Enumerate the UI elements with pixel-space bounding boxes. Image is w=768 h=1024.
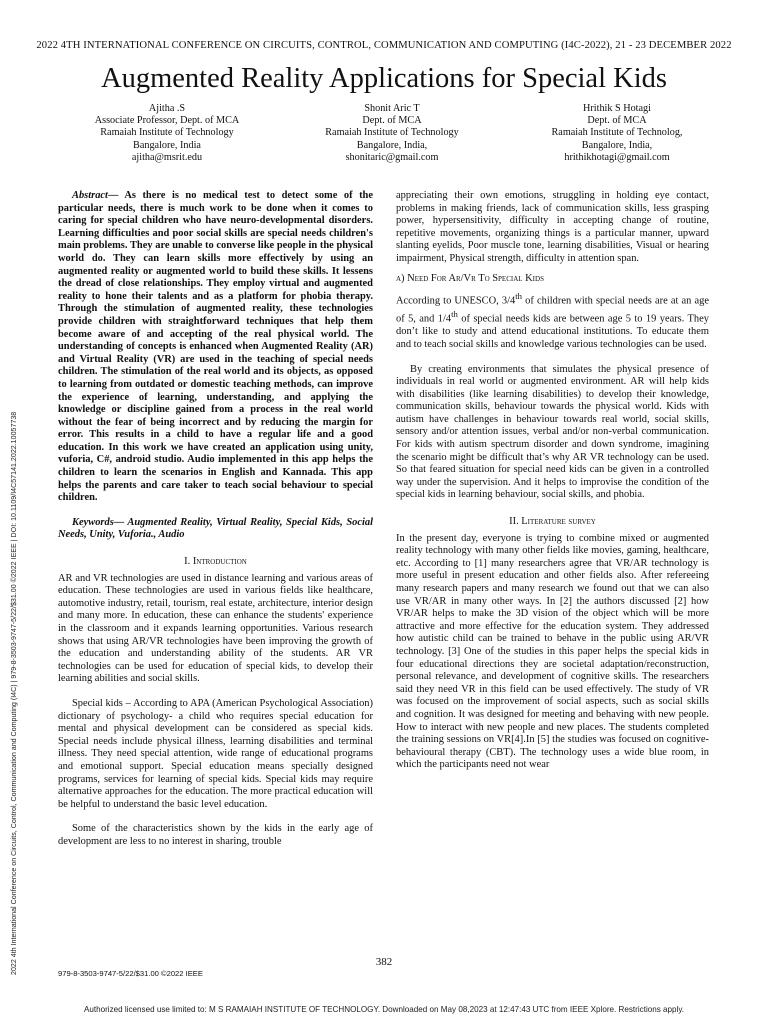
author-email: ajitha@msrit.edu bbox=[131, 151, 203, 163]
paper-title: Augmented Reality Applications for Special Kids bbox=[101, 63, 667, 94]
copyright-line: 979-8-3503-9747-5/22/$31.00 ©2022 IEEE bbox=[58, 969, 203, 978]
author-institution: Ramaiah Institute of Technology bbox=[100, 127, 234, 139]
literature-paragraph: In the present day, everyone is trying to combine mixed or augmented reality technology with many other fields like movies, gaming, healthcare, etc. According to [1] many researchers agree that VR/AR technology is more useful in present education and other fields also. After refereeing many research papers and many research we found out that we can also use VR/AR in many other ways. In [2] the authors discussed [2] how VR/AR helps to make the 3D vision of the object which will be more attractive and more effective for the education system. They addressed how autistic child can be trained to behave in the public using AR/VR technology. [3] One of the studies in this paper helps the special kids in four educational directions they are societal adaptation/reconstruction, personal relevance, and development of cognitive skills. The researchers said they need VR in this field can be used effectively. The study of VR was focused on the improvement of social aspects, such as social skills and cognition. It was designed for meeting and behaving with new people. How to interact with new people and new places. The students completed the training sessions on VR[4].In [5] the studies was focused on cognitive-behavioural therapy (CBT). The technology uses a wide blue room, in which the participants need not wear bbox=[396, 532, 709, 771]
author-role: Associate Professor, Dept. of MCA bbox=[94, 115, 240, 127]
environment-paragraph: By creating environments that simulates the physical presence of individuals in real world or augmented environment. AR will help kids with disabilities (like learning disabilities) to develop their knowledge, communication skills, behaviour towards the physical world. Kids with autism have challenges in behaviour towards real world, social skills, sensory and/or attention issues, verbal and/or non-verbal communication. For kids with autism spectrum disorder and down syndrome, imagining the scenario might be difficult that’s why AR VR technology can be used. So that feared situation for special need kids can be given in a controlled way under the supervision. And it helps to improvise the condition of the special kids in learning behaviour, social skills, and phobia. bbox=[396, 363, 709, 501]
abstract bbox=[58, 190, 373, 505]
intro-paragraph-2: Special kids – According to APA (American Psychological Association) dictionary of psychology- a child who requires special education for mental and physical development can be considered as special kids. Special needs include physical illness, learning disabilities and terminal illness. They need special attention, wide range of educational programs and emotional support. Special education means specially designed programs, services for learning of special kids. Special kids may require alternative approaches for the education. The more practical education will be helpful to understand the basic level education. bbox=[58, 697, 373, 810]
author-email: hrithikhotagi@gmail.com bbox=[564, 151, 670, 163]
abstract-label: Abstract— bbox=[72, 190, 119, 201]
conference-header: 2022 4TH INTERNATIONAL CONFERENCE ON CIRCUITS, CONTROL, COMMUNICATION AND COMPUTING (I4C-2022), 21 - 23 DECEMBER 2022 bbox=[36, 40, 732, 51]
author-name: Shonit Aric T bbox=[364, 103, 420, 114]
unesco-text-2: of children with special needs are at an age of 5, and 1/4 bbox=[396, 295, 709, 325]
unesco-text-1: According to UNESCO, 3/4 bbox=[396, 295, 516, 307]
ordinal-suffix: th bbox=[451, 309, 458, 320]
author-location: Bangalore, India bbox=[133, 139, 201, 151]
left-column bbox=[58, 190, 373, 849]
ordinal-suffix: th bbox=[515, 291, 523, 302]
abstract-text: As there is no medical test to detect some of the particular needs, there is much work to be done when it comes to caring for special children who have neuro-developmental disorders. Learning difficulties and poor social skills are special needs children's main problems. They are unable to converse like people in the physical world do. They can learn skills more effectively by using an augmented reality or augmented world to build these skills. It lessens the dread of close relationships. They employ virtual and augmented reality to hone their talents and as a platform for phobia therapy. Through the stimulation of augmented reality, these technologies provide children with straightforward techniques that help them become aware of and accepting of the real physical world. The understanding of concepts is enhanced when Augmented Reality (AR) and Virtual Reality (VR) are used in the teaching of special needs children. The stimulation of the real world and its objects, as opposed to learning from outdated or domestic teaching methods, can improve the experience of learning, understanding, and applying the knowledge or discipline gained from a process in the real world without the fear of being incorrect and by reducing the margin for error. This results in a child to have a regular life and a good education. In this work we have created an application using unity, vuforia, C#, android studio. Audio implemented in this app helps the children to learn the scenarios in English and Kannada. This app helps the parents and care taker to teach social behaviour to special children. bbox=[58, 190, 373, 504]
doi-sidebar bbox=[2, 240, 16, 975]
intro-paragraph-3: Some of the characteristics shown by the kids in the early age of development are less to no interest in sharing, trouble bbox=[58, 823, 373, 847]
section-heading-literature: II. Literature survey bbox=[509, 516, 596, 528]
intro-paragraph-1: AR and VR technologies are used in distance learning and various areas of education. These technologies are used in various fields like healthcare, automotive industry, retail, tourism, real estate, architecture, interior design and many more. In education, these can enhance the students' experience in the classroom and it expands learning opportunities. Various research shows that using AR/VR technologies have been improving the growth of the education and understanding ability of the students. AR VR technologies can be used for education of special kids, to develop their learning abilities and social skills. bbox=[58, 572, 373, 685]
unesco-text-3: of special needs kids are between age 5 to 19 years. They don’t like to study and attend educational institutions. To educate them and to teach social skills and knowledge various technologies can be used. bbox=[396, 313, 709, 350]
author-location: Bangalore, India, bbox=[581, 139, 653, 151]
author-email: shonitaric@gmail.com bbox=[345, 151, 439, 163]
author-name: Hrithik S Hotagi bbox=[583, 103, 651, 114]
section-heading-introduction: I. Introduction bbox=[184, 556, 247, 568]
unesco-paragraph bbox=[396, 290, 709, 351]
author-role: Dept. of MCA bbox=[587, 115, 647, 127]
author-1 bbox=[62, 103, 272, 164]
author-location: Bangalore, India, bbox=[356, 139, 428, 151]
keywords: Keywords— Augmented Reality, Virtual Reality, Special Kids, Social Needs, Unity, Vuforia., Audio bbox=[58, 516, 373, 541]
author-name: Ajitha .S bbox=[148, 103, 186, 114]
author-3 bbox=[512, 103, 722, 164]
continued-paragraph: appreciating their own emotions, struggling in holding eye contact, problems in making friends, lack of communication skills, less grasping power, hypersensitivity, difficulty in accepting change of routine, repetitive movements, organizing things is a particular manner, upward slanting eyelids, Poor muscle tone, learning disabilities, Visual or hearing impairment, Physical strength, difficulty in attention span. bbox=[396, 190, 709, 264]
doi-sidebar-text: 2022 4th International Conference on Circuits, Control, Communication and Computing (I4C) | 979-8-3503-9747-5/22/$31.00 ©2022 IEEE | DOI: 10.1109/I4C57141.2022.10057738 bbox=[10, 411, 18, 975]
author-institution: Ramaiah Institute of Technolog, bbox=[551, 127, 683, 139]
author-block bbox=[62, 103, 722, 164]
author-role: Dept. of MCA bbox=[362, 115, 422, 127]
right-column bbox=[396, 190, 709, 772]
page-number: 382 bbox=[375, 956, 393, 968]
subsection-heading-need: a) Need For Ar/Vr To Special Kids bbox=[396, 272, 544, 284]
authorized-use-notice: Authorized licensed use limited to: M S RAMAIAH INSTITUTE OF TECHNOLOGY. Downloaded on May 08,2023 at 12:47:43 UTC from IEEE Xplore. Restrictions apply. bbox=[83, 1005, 685, 1014]
author-institution: Ramaiah Institute of Technology bbox=[325, 127, 459, 139]
author-2 bbox=[287, 103, 497, 164]
